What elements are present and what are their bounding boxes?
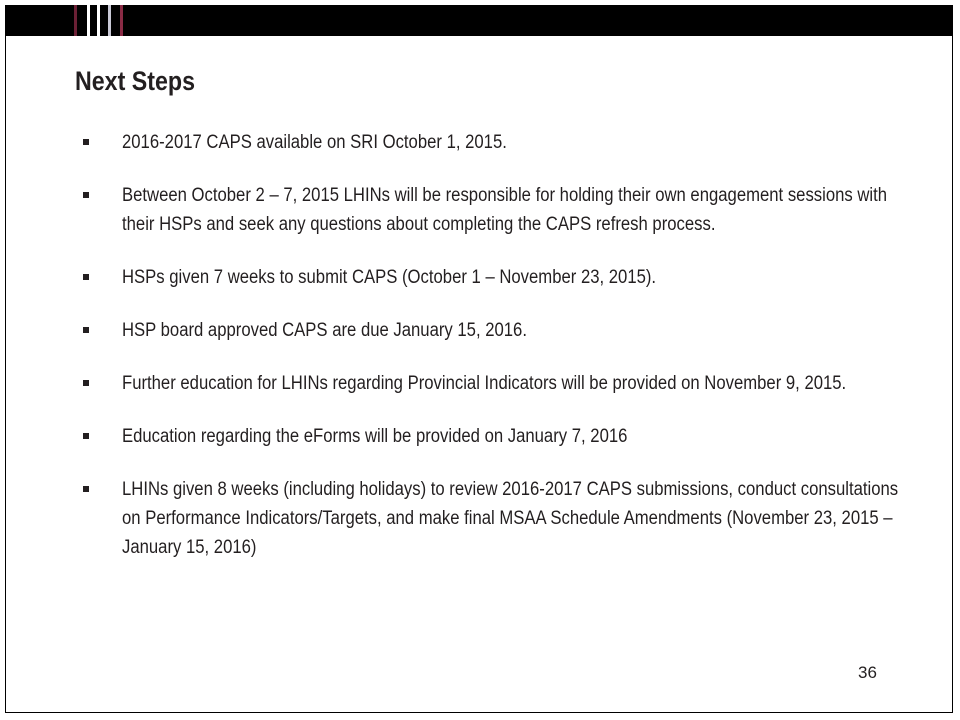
square-bullet-icon	[83, 433, 89, 439]
bullet-text: 2016-2017 CAPS available on SRI October 1, 2015.	[122, 132, 507, 153]
slide-title: Next Steps	[75, 66, 196, 96]
bullet-text: Between October 2 – 7, 2015 LHINs will be responsible for holding their own engagement sessions with their HSPs and seek any questions about completing the CAPS refresh process.	[122, 185, 888, 235]
top-header-bar	[5, 5, 953, 36]
bullet-item	[80, 316, 940, 345]
decorative-stripe	[87, 5, 90, 36]
bullet-text: HSPs given 7 weeks to submit CAPS (October 1 – November 23, 2015).	[122, 267, 657, 288]
decorative-stripe	[97, 5, 100, 36]
square-bullet-icon	[83, 139, 89, 145]
bullet-item	[80, 128, 940, 157]
bullet-text: HSP board approved CAPS are due January 15, 2016.	[122, 320, 527, 341]
decorative-stripe	[74, 5, 77, 36]
bullet-list	[80, 128, 940, 586]
bullet-text: Education regarding the eForms will be provided on January 7, 2016	[122, 426, 628, 447]
square-bullet-icon	[83, 327, 89, 333]
bullet-item	[80, 475, 940, 562]
square-bullet-icon	[83, 380, 89, 386]
bullet-item	[80, 369, 940, 398]
decorative-stripe	[108, 5, 111, 36]
bullet-item	[80, 181, 940, 239]
bullet-item	[80, 263, 940, 292]
bullet-text: LHINs given 8 weeks (including holidays) to review 2016-2017 CAPS submissions, conduct consultations on Performance Indicators/Targets, and make final MSAA Schedule Amendments (November 23, 2015 – January 15, 2016)	[122, 479, 899, 558]
page-number: 36	[858, 663, 877, 682]
bullet-item	[80, 422, 940, 451]
square-bullet-icon	[83, 486, 89, 492]
bullet-text: Further education for LHINs regarding Provincial Indicators will be provided on November 9, 2015.	[122, 373, 847, 394]
square-bullet-icon	[83, 192, 89, 198]
decorative-stripe	[120, 5, 123, 36]
square-bullet-icon	[83, 274, 89, 280]
